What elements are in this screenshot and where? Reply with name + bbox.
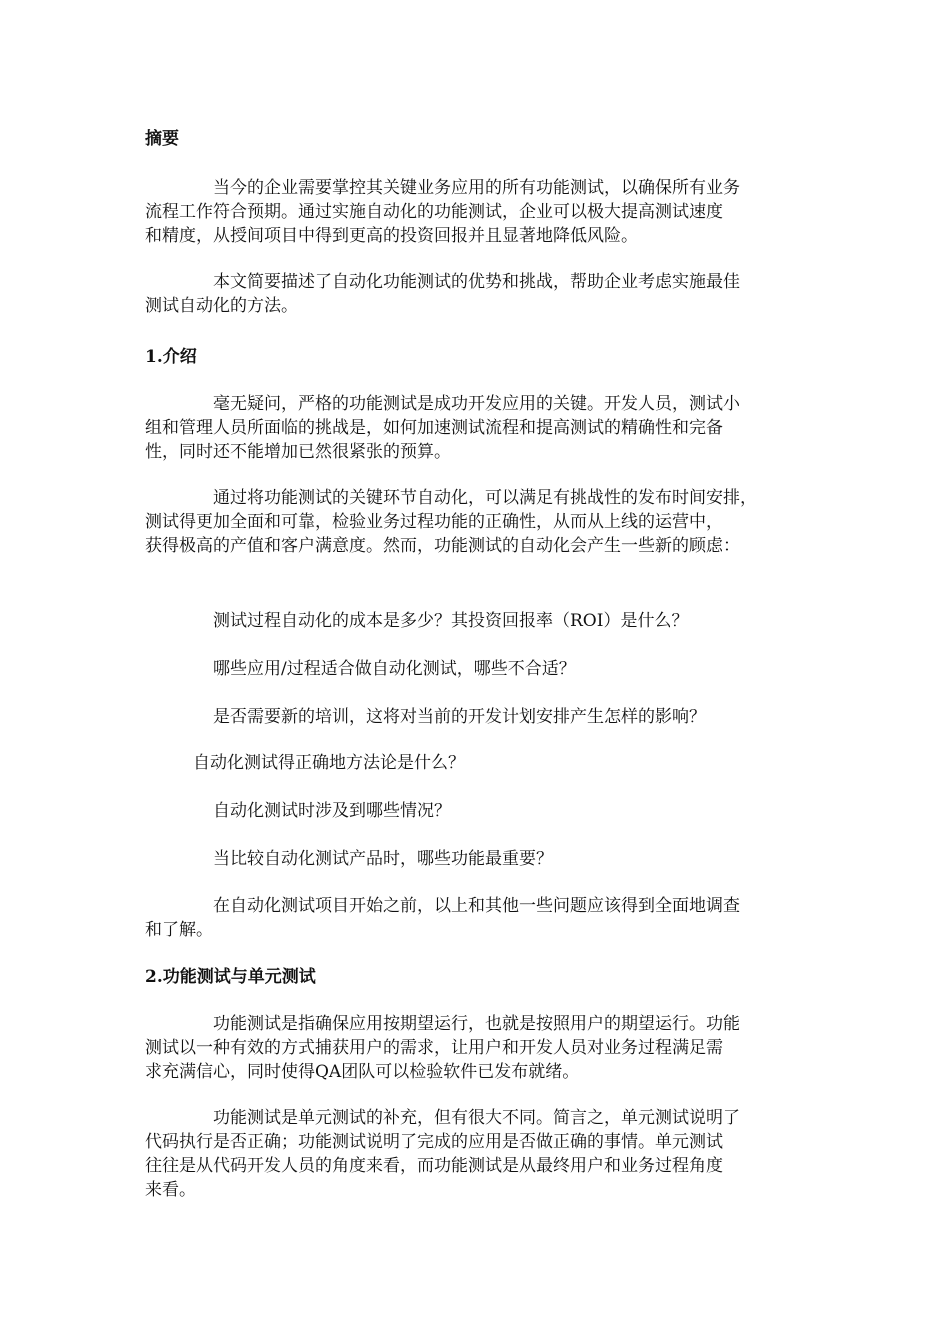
text-line: 求充满信心，同时使得QA团队可以检验软件已发布就绪。: [145, 1062, 580, 1082]
text-line: 通过将功能测试的关键环节自动化，可以满足有挑战性的发布时间安排，: [213, 488, 757, 508]
text-line: 当今的企业需要掌控其关键业务应用的所有功能测试，以确保所有业务: [213, 178, 740, 198]
text-line: 测试得更加全面和可靠，检验业务过程功能的正确性，从而从上线的运营中，: [145, 512, 723, 532]
abstract-heading: 摘要: [145, 129, 179, 149]
question-item: 测试过程自动化的成本是多少？其投资回报率（ROI）是什么？: [213, 611, 689, 631]
text-line: 毫无疑问，严格的功能测试是成功开发应用的关键。开发人员，测试小: [213, 394, 740, 414]
section-1-paragraph-2: [145, 486, 810, 558]
question-item: 自动化测试时涉及到哪些情况？: [213, 801, 451, 821]
text-line: 性，同时还不能增加已然很紧张的预算。: [145, 442, 451, 462]
text-line: 和精度，从授间项目中得到更高的投资回报并且显著地降低风险。: [145, 226, 638, 246]
question-item: 是否需要新的培训，这将对当前的开发计划安排产生怎样的影响？: [213, 707, 706, 727]
abstract-paragraph-2: [145, 270, 810, 318]
text-line: 组和管理人员所面临的挑战是，如何加速测试流程和提高测试的精确性和完备: [145, 418, 723, 438]
question-item: 哪些应用/过程适合做自动化测试，哪些不合适？: [213, 659, 576, 679]
text-line: 测试自动化的方法。: [145, 296, 298, 316]
text-line: 往往是从代码开发人员的角度来看，而功能测试是从最终用户和业务过程角度: [145, 1156, 723, 1176]
question-item: 当比较自动化测试产品时，哪些功能最重要？: [213, 849, 553, 869]
text-line: 本文简要描述了自动化功能测试的优势和挑战，帮助企业考虑实施最佳: [213, 272, 740, 292]
text-line: 功能测试是单元测试的补充，但有很大不同。简言之，单元测试说明了: [213, 1108, 740, 1128]
abstract-paragraph-1: [145, 176, 810, 248]
text-line: 和了解。: [145, 920, 213, 940]
text-line: 测试以一种有效的方式捕获用户的需求，让用户和开发人员对业务过程满足需: [145, 1038, 723, 1058]
text-line: 代码执行是否正确；功能测试说明了完成的应用是否做正确的事情。单元测试: [145, 1132, 723, 1152]
section-1-heading: 1.介绍: [145, 347, 197, 367]
text-line: 在自动化测试项目开始之前，以上和其他一些问题应该得到全面地调查: [213, 896, 740, 916]
question-item: 自动化测试得正确地方法论是什么？: [193, 753, 465, 773]
section-2-paragraph-1: [145, 1012, 810, 1084]
section-1-paragraph-1: [145, 392, 810, 464]
text-line: 功能测试是指确保应用按期望运行，也就是按照用户的期望运行。功能: [213, 1014, 740, 1034]
section-1-paragraph-3: [145, 894, 810, 942]
text-line: 流程工作符合预期。通过实施自动化的功能测试，企业可以极大提高测试速度: [145, 202, 723, 222]
section-2-paragraph-2: [145, 1106, 810, 1202]
text-line: 来看。: [145, 1180, 196, 1200]
section-2-heading: 2.功能测试与单元测试: [145, 967, 316, 987]
text-line: 获得极高的产值和客户满意度。然而，功能测试的自动化会产生一些新的顾虑：: [145, 536, 740, 556]
